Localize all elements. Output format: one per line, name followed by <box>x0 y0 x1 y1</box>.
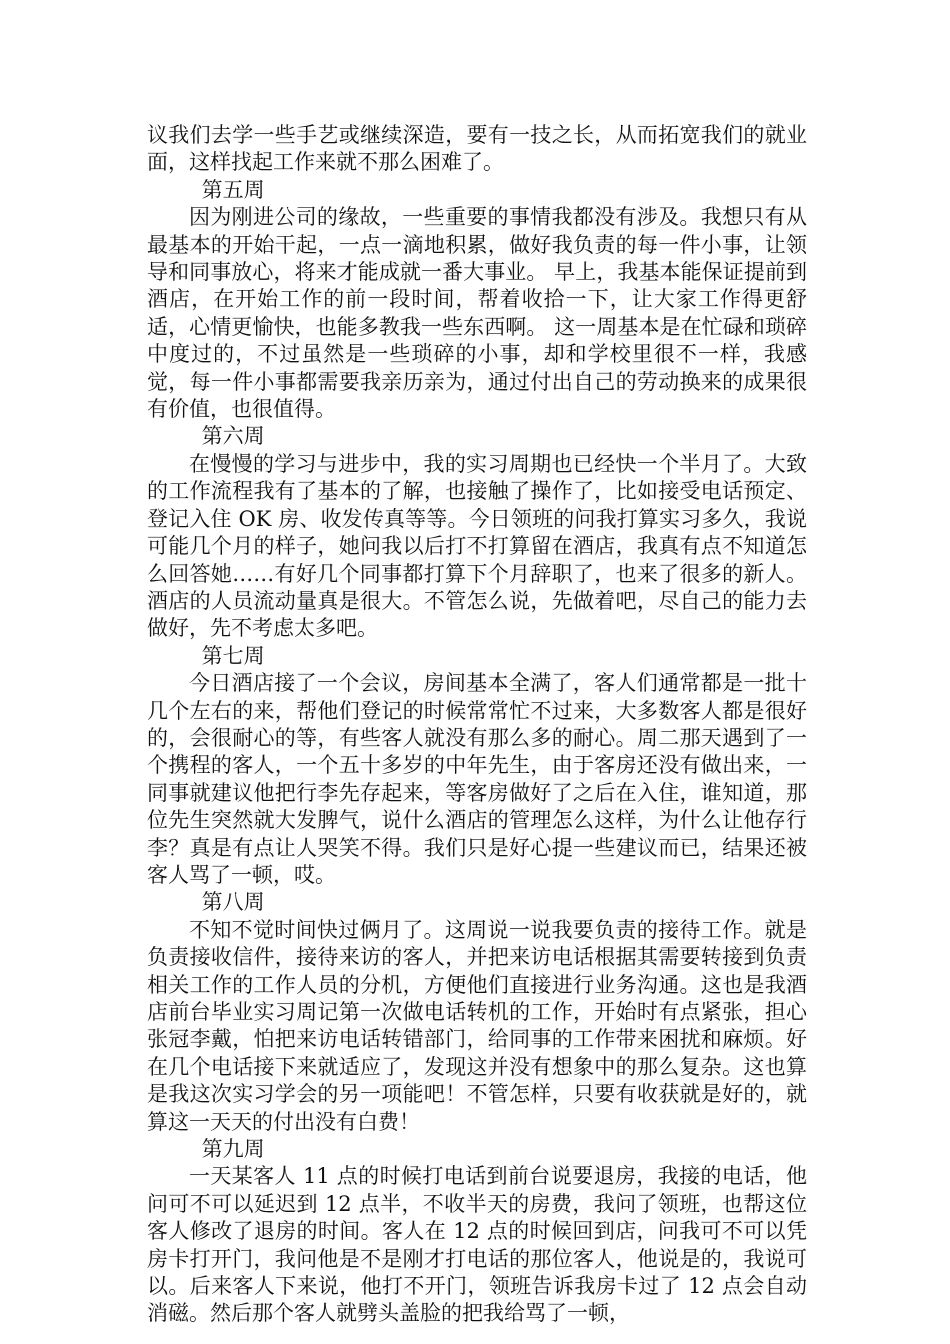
section-heading-week-5: 第五周 <box>201 177 265 202</box>
paragraph-continued: 议我们去学一些手艺或继续深造，要有一技之长，从而拓宽我们的就业面，这样找起工作来就不那么困难了。 <box>147 123 807 175</box>
paragraph-week-7: 今日酒店接了一个会议，房间基本全满了，客人们通常都是一批十几个左右的来，帮他们登记的时候常常忙不过来，大多数客人都是很好的，会很耐心的等，有些客人就没有那么多的耐心。周二那天遇到了一个携程的客人，一个五十多岁的中年先生，由于客房还没有做出来，一同事就建议他把行李先存起来，等客房做好了之后在入住，谁知道，那位先生突然就大发脾气，说什么酒店的管理怎么这样，为什么让他存行李？真是有点让人哭笑不得。我们只是好心提一些建议而已，结果还被客人骂了一顿，哎。 <box>147 671 807 887</box>
document-body <box>147 122 807 1328</box>
section-heading-week-7: 第七周 <box>201 643 265 668</box>
paragraph-week-9: 一天某客人 11 点的时候打电话到前台说要退房，我接的电话，他问可不可以延迟到 12 点半，不收半天的房费，我问了领班，也帮这位客人修改了退房的时间。客人在 12 点的时候回到店，问我可不可以凭房卡打开门，我问他是不是刚才打电话的那位客人，他说是的，我说可以。后来客人下来说，他打不开门，领班告诉我房卡过了 12 点会自动消磁。然后那个客人就劈头盖脸的把我给骂了一顿， <box>147 1164 807 1326</box>
paragraph-week-6: 在慢慢的学习与进步中，我的实习周期也已经快一个半月了。大致的工作流程我有了基本的了解，也接触了操作了，比如接受电话预定、登记入住 OK 房、收发传真等等。今日领班的问我打算实习多久，我说可能几个月的样子，她问我以后打不打算留在酒店，我真有点不知道怎么回答她……有好几个同事都打算下个月辞职了，也来了很多的新人。酒店的人员流动量真是很大。不管怎么说，先做着吧，尽自己的能力去做好，先不考虑太多吧。 <box>147 451 807 641</box>
paragraph-week-8: 不知不觉时间快过俩月了。这周说一说我要负责的接待工作。就是负责接收信件，接待来访的客人，并把来访电话根据其需要转接到负责相关工作的工作人员的分机，方便他们直接进行业务沟通。这也是我酒店前台毕业实习周记第一次做电话转机的工作，开始时有点紧张，担心张冠李戴，怕把来访电话转错部门，给同事的工作带来困扰和麻烦。好在几个电话接下来就适应了，发现这并没有想象中的那么复杂。这也算是我这次实习学会的另一项能吧！不管怎样，只要有收获就是好的，就算这一天天的付出没有白费！ <box>147 917 807 1134</box>
section-heading-week-6: 第六周 <box>201 424 265 449</box>
section-heading-week-8: 第八周 <box>201 890 265 915</box>
paragraph-week-5: 因为刚进公司的缘故，一些重要的事情我都没有涉及。我想只有从最基本的开始干起，一点一滴地积累，做好我负责的每一件小事，让领导和同事放心，将来才能成就一番大事业。 早上，我基本能保证提前到酒店，在开始工作的前一段时间，帮着收拾一下，让大家工作得更舒适，心情更愉快，也能多教我一些东西啊。 这一周基本是在忙碌和琐碎中度过的，不过虽然是一些琐碎的小事，却和学校里很不一样，我感觉，每一件小事都需要我亲历亲为，通过付出自己的劳动换来的成果很有价值，也很值得。 <box>147 205 807 422</box>
section-heading-week-9: 第九周 <box>201 1137 265 1162</box>
